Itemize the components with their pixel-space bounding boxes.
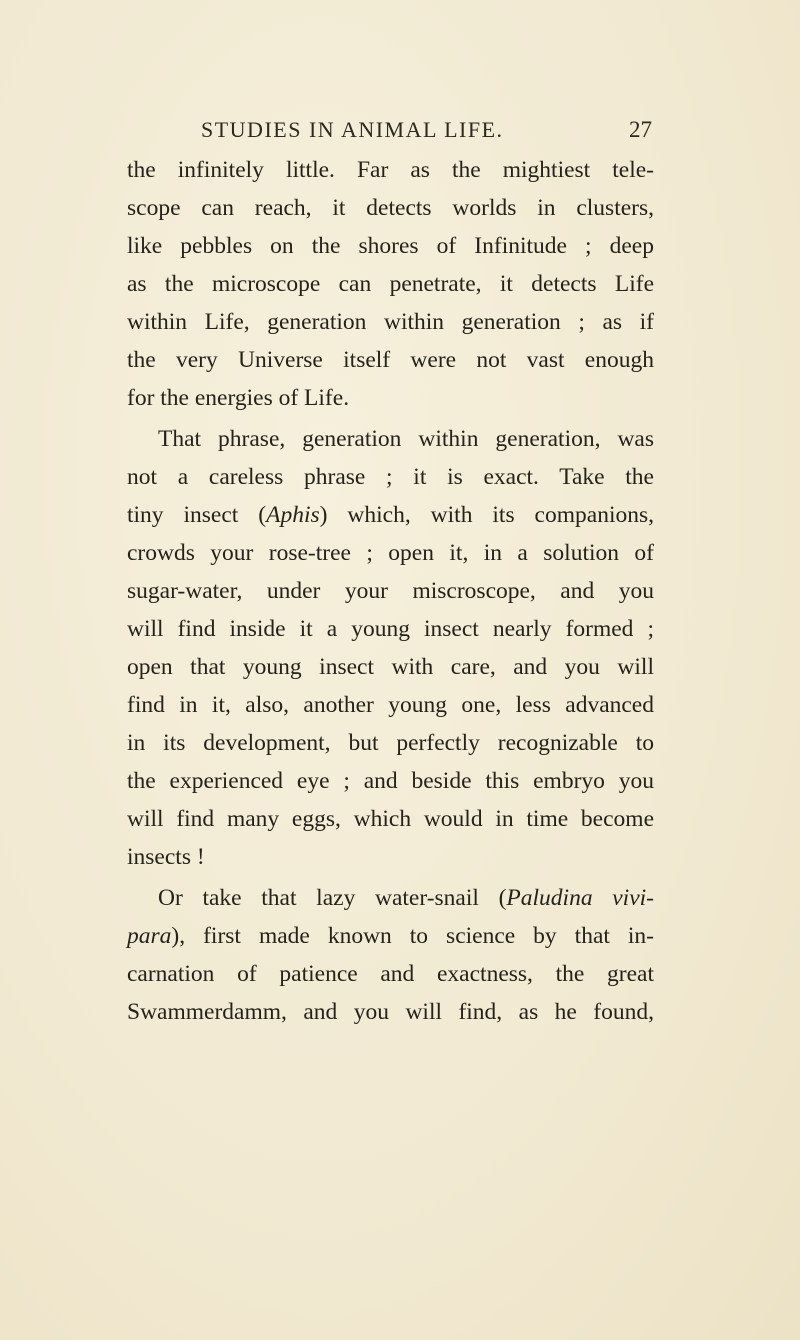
text-line: the very Universe itself were not vast enough: [127, 347, 654, 373]
text-line: within Life, generation within generation ; as if: [127, 309, 654, 335]
text-line: not a careless phrase ; it is exact. Take the: [127, 464, 654, 490]
text-line: find in it, also, another young one, less advanced: [127, 692, 654, 718]
text-line: carnation of patience and exactness, the great: [127, 961, 654, 987]
page-number: 27: [629, 117, 652, 142]
text-line: will find many eggs, which would in time become: [127, 806, 654, 832]
text-line: insects !: [127, 844, 205, 870]
italic-term: Aphis: [266, 502, 320, 528]
text-line: like pebbles on the shores of Infinitude ; deep: [127, 233, 654, 259]
running-title: STUDIES IN ANIMAL LIFE.: [201, 117, 504, 142]
text-line: in its development, but perfectly recognizable to: [127, 730, 654, 756]
text-line: the experienced eye ; and beside this embryo you: [127, 768, 654, 794]
text-line: Or take that lazy water-snail (Paludina vivi-: [158, 885, 654, 911]
text-line: That phrase, generation within generation, was: [158, 426, 654, 452]
text-line: for the energies of Life.: [127, 385, 350, 411]
text-line: Swammerdamm, and you will find, as he found,: [127, 999, 654, 1025]
text-line: para), first made known to science by that in-: [127, 923, 654, 949]
italic-term: para: [127, 923, 172, 949]
text-line: open that young insect with care, and you will: [127, 654, 654, 680]
text-line: crowds your rose-tree ; open it, in a solution of: [127, 540, 654, 566]
running-head: [201, 117, 652, 147]
text-line: scope can reach, it detects worlds in clusters,: [127, 195, 654, 221]
italic-term: Paludina vivi-: [506, 885, 654, 911]
text-line: will find inside it a young insect nearly formed ;: [127, 616, 654, 642]
text-line: sugar-water, under your miscroscope, and you: [127, 578, 654, 604]
text-line: tiny insect (Aphis) which, with its companions,: [127, 502, 654, 528]
text-line: as the microscope can penetrate, it detects Life: [127, 271, 654, 297]
text-line: the infinitely little. Far as the mightiest tele-: [127, 157, 654, 183]
